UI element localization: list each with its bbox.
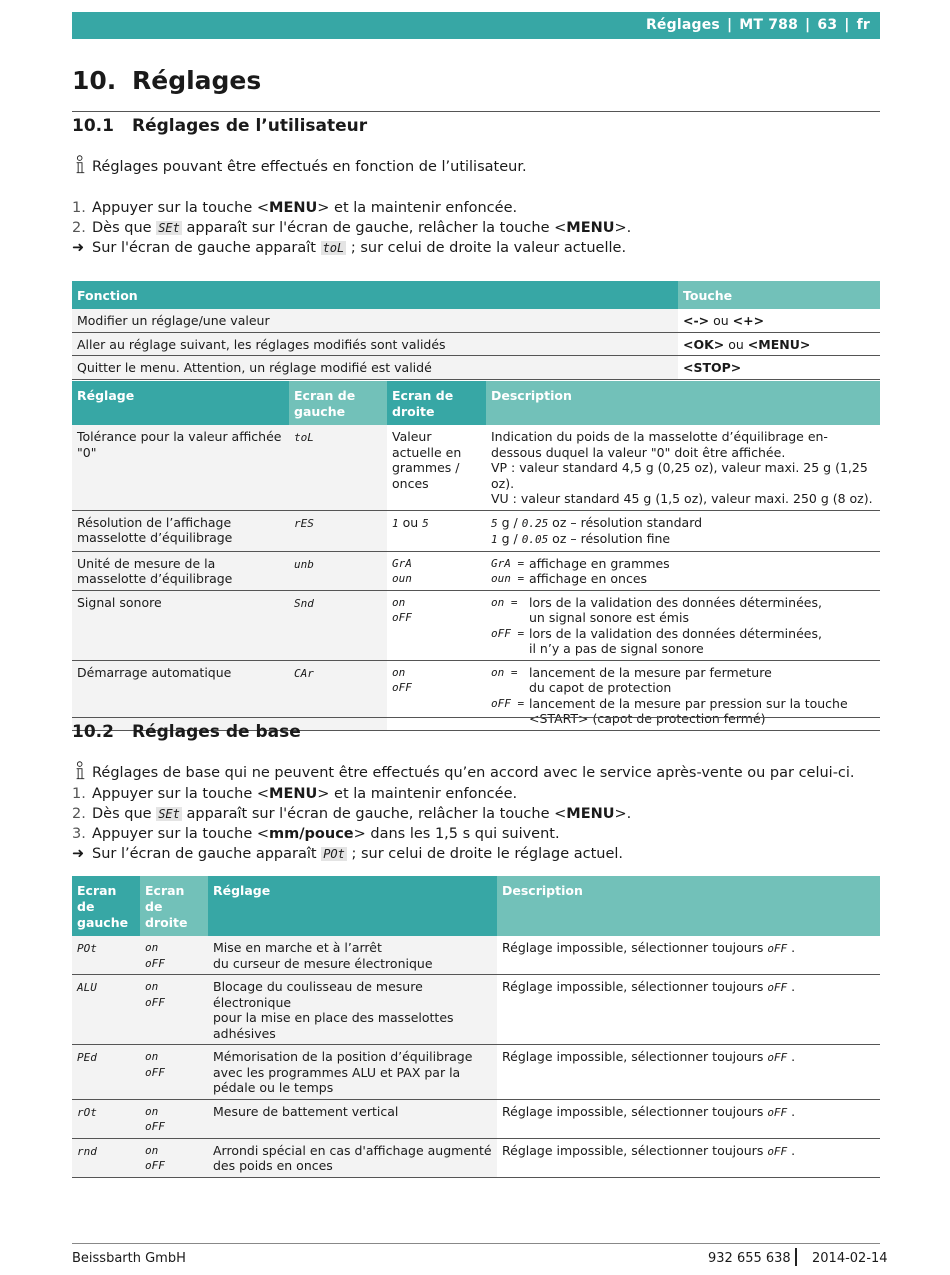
desc-line xyxy=(491,665,875,696)
info-text: Réglages pouvant être effectués en fonction de l’utilisateur. xyxy=(92,159,527,175)
desc-line xyxy=(491,696,875,727)
segment-display: rnd xyxy=(77,1144,97,1158)
segment-display: oFF xyxy=(145,1159,165,1172)
segment-display: POt xyxy=(77,942,97,955)
table-cell xyxy=(497,1099,880,1138)
table-cell: Aller au réglage suivant, les réglages modifiés sont validés xyxy=(72,332,678,356)
cell-text: . xyxy=(787,940,796,955)
key-label: <STOP> xyxy=(683,360,742,375)
segment-display: rES xyxy=(294,516,314,530)
cell-text: affichage en onces xyxy=(529,571,648,586)
key-label: mm/pouce xyxy=(269,826,354,842)
step-text: > et la maintenir enfoncée. xyxy=(317,786,518,802)
step-number: 2. xyxy=(72,220,86,236)
segment-display: POt xyxy=(323,847,345,861)
segment-display: on xyxy=(145,1104,159,1118)
cell-text: adhésives xyxy=(213,1025,276,1041)
table-cell xyxy=(140,975,208,1045)
segment-display: 5 xyxy=(491,516,498,530)
column-header: Ecran de gauche xyxy=(72,876,140,936)
user-settings-table xyxy=(72,381,880,731)
cell-text: oz – résolution standard xyxy=(548,514,703,530)
column-header: Ecran de droite xyxy=(140,876,208,936)
segment-display: 0.25 xyxy=(521,516,549,530)
table-cell xyxy=(387,551,486,590)
result-line xyxy=(72,844,623,864)
segment-display: oFF = xyxy=(491,696,525,710)
column-header: Touche xyxy=(678,281,880,309)
step-text: > dans les 1,5 s qui suivent. xyxy=(353,826,560,842)
segment-display: oun = xyxy=(491,572,525,585)
base-settings-table xyxy=(72,876,880,1178)
cell-text: Réglage impossible, sélectionner toujours xyxy=(502,979,768,994)
desc-line: Indication du poids de la masselotte d’équilibrage en-dessous duquel la valeur "0" doit être affichée. xyxy=(491,429,828,460)
section-number: 10.1 xyxy=(72,116,114,136)
step-1 xyxy=(72,198,517,218)
desc-line xyxy=(491,571,875,587)
cell-text: du capot de protection xyxy=(529,680,672,695)
segment-display: oFF xyxy=(392,611,412,624)
segment-display: 1 xyxy=(491,533,498,546)
section-text: Réglages de l’utilisateur xyxy=(132,116,368,136)
segment-display: unb xyxy=(294,557,314,571)
chapter-title xyxy=(72,66,261,95)
cell-text: Réglage impossible, sélectionner toujours xyxy=(502,1049,768,1064)
table-cell xyxy=(208,975,497,1045)
step-text: >. xyxy=(614,220,632,236)
cell-text: oz – résolution fine xyxy=(548,531,671,546)
segment-display: on xyxy=(145,941,159,954)
column-header: Réglage xyxy=(72,381,289,425)
cell-text: lancement de la mesure par pression sur la touche xyxy=(529,695,848,711)
step-text: Dès que xyxy=(92,806,157,822)
step-text: apparaît sur l'écran de gauche, relâcher la touche < xyxy=(181,220,567,236)
keys-table xyxy=(72,281,880,380)
cell-text: . xyxy=(787,1049,796,1064)
section-text: Réglages de base xyxy=(132,722,301,742)
cell-text: ou xyxy=(398,514,423,530)
segment-display: oFF xyxy=(767,942,788,955)
segment-display: oFF xyxy=(145,956,165,970)
step-text: Appuyer sur la touche < xyxy=(92,200,270,216)
column-header: Description xyxy=(497,876,880,936)
segment-display: on = xyxy=(491,595,518,609)
table-cell xyxy=(289,510,387,551)
desc-line: VU : valeur standard 45 g (1,5 oz), valeur maxi. 250 g (8 oz). xyxy=(491,491,873,506)
column-header: Ecran de gauche xyxy=(289,381,387,425)
table-row xyxy=(72,332,880,356)
result-text: ; sur celui de droite la valeur actuelle. xyxy=(346,240,627,256)
segment-display: 0.05 xyxy=(521,533,549,546)
table-cell xyxy=(678,356,880,380)
table-cell xyxy=(140,936,208,975)
cell-text: un signal sonore est émis xyxy=(529,610,689,625)
segment-display: oFF xyxy=(145,1120,165,1133)
key-label: <-> xyxy=(683,313,710,328)
segment-display: Snd xyxy=(294,596,314,610)
desc-line xyxy=(491,556,875,572)
page-header-bar: Réglages | MT 788 | 63 | fr xyxy=(72,12,880,39)
table-cell xyxy=(208,936,497,975)
cell-text: ou xyxy=(724,336,748,352)
table-row xyxy=(72,356,880,380)
desc-line: VP : valeur standard 4,5 g (0,25 oz), valeur maxi. 25 g (1,25 oz). xyxy=(491,460,868,491)
table-row xyxy=(72,425,880,510)
segment-display: SEt xyxy=(158,807,180,821)
step-1 xyxy=(72,784,517,804)
segment-display: toL xyxy=(294,431,314,444)
desc-line xyxy=(491,515,875,532)
segment-display: PEd xyxy=(77,1051,97,1064)
info-icon xyxy=(72,155,92,175)
cell-text: Mémorisation de la position d’équilibrage xyxy=(213,1049,473,1064)
step-text: Dès que xyxy=(92,220,157,236)
table-cell xyxy=(289,551,387,590)
header-section: Réglages xyxy=(645,17,720,33)
table-row xyxy=(72,590,880,660)
cell-text: ou xyxy=(709,313,733,328)
info-icon xyxy=(72,761,92,781)
cell-text: des poids en onces xyxy=(213,1158,333,1173)
column-header: Fonction xyxy=(72,281,678,309)
column-header: Réglage xyxy=(208,876,497,936)
step-number: 1. xyxy=(72,786,86,802)
table-row xyxy=(72,1099,880,1138)
segment-display: on xyxy=(145,1050,159,1063)
section-title xyxy=(72,116,367,136)
segment-display: GrA xyxy=(392,556,412,570)
cell-text: Réglage impossible, sélectionner toujours xyxy=(502,1142,768,1158)
cell-text: . xyxy=(787,1103,796,1119)
cell-text: lancement de la mesure par fermeture xyxy=(529,664,772,680)
segment-display: on xyxy=(145,980,159,993)
table-cell xyxy=(497,936,880,975)
section-title xyxy=(72,722,301,742)
table-row xyxy=(72,975,880,1045)
cell-text: avec les programmes ALU et PAX par la xyxy=(213,1064,461,1080)
table-cell xyxy=(140,1045,208,1100)
step-number: 2. xyxy=(72,806,86,822)
table-row xyxy=(72,1138,880,1177)
table-cell xyxy=(387,590,486,660)
table-cell: Quitter le menu. Attention, un réglage modifié est validé xyxy=(72,356,678,380)
result-line xyxy=(72,238,626,258)
step-text: Appuyer sur la touche < xyxy=(92,826,270,842)
divider xyxy=(72,717,880,718)
table-cell: Unité de mesure de la masselotte d’équilibrage xyxy=(72,551,289,590)
result-text: ; sur celui de droite le réglage actuel. xyxy=(346,846,624,862)
table-cell xyxy=(678,309,880,332)
cell-text: g / xyxy=(497,531,522,546)
segment-display: oFF xyxy=(767,1144,788,1158)
table-cell xyxy=(497,975,880,1045)
table-cell: Signal sonore xyxy=(72,590,289,660)
info-note xyxy=(72,157,527,177)
cell-text: lors de la validation des données déterminées, xyxy=(529,625,822,641)
segment-display: ALU xyxy=(77,981,97,994)
table-cell xyxy=(208,1045,497,1100)
arrow-right-icon: ➜ xyxy=(72,240,85,256)
step-number: 3. xyxy=(72,826,86,842)
table-cell xyxy=(208,1099,497,1138)
table-cell xyxy=(387,510,486,551)
step-number: 1. xyxy=(72,200,86,216)
segment-display: on xyxy=(392,665,406,679)
cell-text: . xyxy=(787,979,796,994)
chapter-text: Réglages xyxy=(132,66,262,95)
arrow-right-icon: ➜ xyxy=(72,846,85,862)
segment-display: on xyxy=(145,1143,159,1157)
cell-text: il n’y a pas de signal sonore xyxy=(529,641,704,656)
desc-line xyxy=(491,595,875,626)
key-label: MENU xyxy=(269,200,318,216)
footer-separator xyxy=(795,1248,797,1266)
table-cell xyxy=(486,510,880,551)
info-text: Réglages de base qui ne peuvent être effectués qu’en accord avec le service après-vente ou par celui-ci. xyxy=(92,765,855,781)
cell-text: du curseur de mesure électronique xyxy=(213,955,433,971)
table-row xyxy=(72,936,880,975)
segment-display: 5 xyxy=(422,516,429,530)
column-header: Description xyxy=(486,381,880,425)
table-cell xyxy=(72,1138,140,1177)
step-text: apparaît sur l'écran de gauche, relâcher la touche < xyxy=(181,806,567,822)
table-cell xyxy=(497,1138,880,1177)
key-label: <+> xyxy=(732,313,765,328)
cell-text: Réglage impossible, sélectionner toujours xyxy=(502,1103,768,1119)
segment-display: oFF = xyxy=(491,626,525,640)
desc-line xyxy=(491,626,875,657)
chapter-number: 10. xyxy=(72,66,117,95)
key-label: MENU xyxy=(566,806,615,822)
segment-display: CAr xyxy=(294,666,314,680)
segment-display: GrA = xyxy=(491,556,525,570)
step-3 xyxy=(72,824,560,844)
segment-display: oFF xyxy=(767,1051,788,1064)
table-cell xyxy=(289,660,387,730)
segment-display: oFF xyxy=(392,681,412,694)
table-cell xyxy=(497,1045,880,1100)
footer-company: Beissbarth GmbH xyxy=(72,1251,186,1266)
info-note xyxy=(72,763,855,783)
table-cell xyxy=(486,425,880,510)
section-number: 10.2 xyxy=(72,722,114,742)
segment-display: on xyxy=(392,595,406,609)
header-lang: fr xyxy=(856,17,870,33)
table-cell xyxy=(72,936,140,975)
cell-text: Arrondi spécial en cas d'affichage augmenté xyxy=(213,1142,492,1158)
segment-display: oFF xyxy=(145,1065,165,1079)
table-cell xyxy=(289,590,387,660)
segment-display: toL xyxy=(322,241,345,255)
desc-line xyxy=(491,531,875,548)
table-cell xyxy=(289,425,387,510)
table-row xyxy=(72,1045,880,1100)
key-label: MENU xyxy=(269,786,318,802)
step-text: > et la maintenir enfoncée. xyxy=(317,200,518,216)
table-cell xyxy=(387,660,486,730)
table-row xyxy=(72,309,880,332)
table-cell xyxy=(72,975,140,1045)
key-label: <MENU> xyxy=(747,336,811,352)
cell-text: pour la mise en place des masselottes xyxy=(213,1010,454,1025)
result-text: Sur l’écran de gauche apparaît xyxy=(92,846,322,862)
segment-display: rOt xyxy=(77,1105,97,1119)
cell-text: Réglage impossible, sélectionner toujours xyxy=(502,940,768,955)
segment-display: 1 xyxy=(392,516,399,530)
cell-text: Blocage du coulisseau de mesure électronique xyxy=(213,979,423,1010)
cell-text: affichage en grammes xyxy=(529,555,670,571)
column-header: Ecran de droite xyxy=(387,381,486,425)
table-row xyxy=(72,510,880,551)
table-cell xyxy=(208,1138,497,1177)
cell-text: . xyxy=(787,1142,796,1158)
segment-display: oFF xyxy=(767,981,788,994)
table-row xyxy=(72,660,880,730)
table-cell: Valeur actuelle en grammes / onces xyxy=(387,425,486,510)
table-cell xyxy=(486,590,880,660)
step-text: Appuyer sur la touche < xyxy=(92,786,270,802)
footer-docno: 932 655 638 xyxy=(708,1251,791,1266)
footer-divider xyxy=(72,1243,880,1244)
table-row xyxy=(72,551,880,590)
table-cell xyxy=(678,332,880,356)
table-cell: Résolution de l’affichage masselotte d’équilibrage xyxy=(72,510,289,551)
footer-date: 2014-02-14 xyxy=(812,1251,888,1266)
table-cell xyxy=(72,1099,140,1138)
cell-text: Mesure de battement vertical xyxy=(213,1103,399,1119)
step-2 xyxy=(72,804,631,824)
step-text: >. xyxy=(614,806,632,822)
cell-text: <START> (capot de protection fermé) xyxy=(529,711,766,726)
result-text: Sur l'écran de gauche apparaît xyxy=(92,240,321,256)
table-cell xyxy=(486,660,880,730)
table-cell xyxy=(486,551,880,590)
segment-display: SEt xyxy=(158,221,180,235)
key-label: MENU xyxy=(566,220,615,236)
header-page: 63 xyxy=(817,17,838,33)
table-cell: Démarrage automatique xyxy=(72,660,289,730)
cell-text: Mise en marche et à l’arrêt xyxy=(213,940,382,955)
table-cell: Tolérance pour la valeur affichée "0" xyxy=(72,425,289,510)
table-cell xyxy=(140,1138,208,1177)
cell-text: pédale ou le temps xyxy=(213,1080,334,1095)
table-cell xyxy=(72,1045,140,1100)
header-model: MT 788 xyxy=(739,17,799,33)
cell-text: g / xyxy=(497,514,522,530)
cell-text: lors de la validation des données déterminées, xyxy=(529,594,822,610)
step-2 xyxy=(72,218,631,238)
segment-display: oFF xyxy=(145,995,165,1009)
table-cell: Modifier un réglage/une valeur xyxy=(72,309,678,332)
segment-display: on = xyxy=(491,665,518,679)
table-cell xyxy=(140,1099,208,1138)
segment-display: oun xyxy=(392,572,412,585)
divider xyxy=(72,111,880,112)
segment-display: oFF xyxy=(767,1105,788,1119)
key-label: <OK> xyxy=(683,336,725,352)
